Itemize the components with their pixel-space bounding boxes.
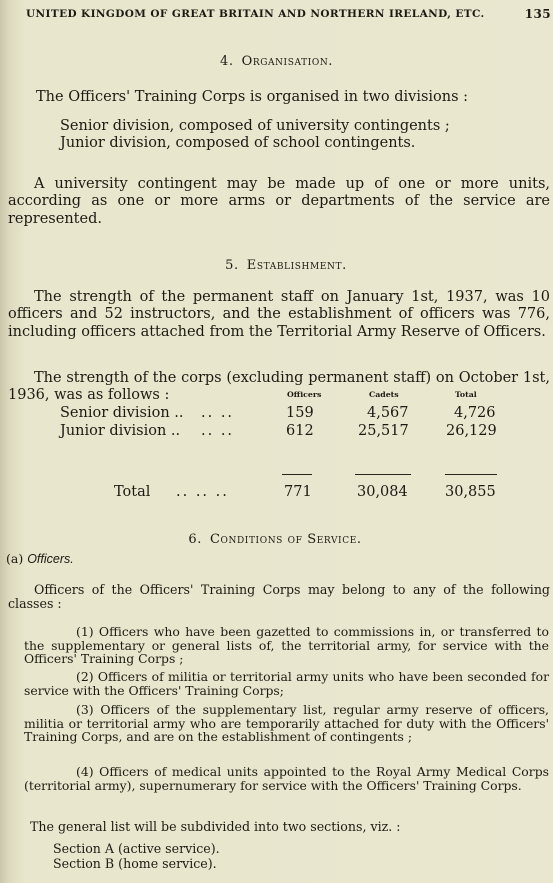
page-number: 135 [524,7,551,21]
class-item-1: (1) Officers who have been gazetted to commissions in, or transferred to the supplementary or general lists of, the territorial army, for service with the Officers' Training Corps ; [24,624,549,667]
section-4-number: 4. [219,54,234,69]
table-row [58,423,518,441]
section-6-intro: Officers of the Officers' Training Corps may belong to any of the following classes : [8,582,550,612]
class-item-2: (2) Officers of militia or territorial army units who have been seconded for service with the Officers' Training Corps; [24,669,549,698]
total-total: 30,855 [445,484,496,500]
division-senior: Senior division, composed of university contingents ; [60,118,450,134]
row-cadets: 25,517 [358,423,409,439]
section-5-paragraph-2: The strength of the corps (excluding permanent staff) on October 1st, 1936, was as follows : [8,370,550,404]
running-header [26,8,551,20]
class-item-4: (4) Officers of medical units appointed to the Royal Army Medical Corps (territorial army), supernumerary for service with the Officers' Training Corps. [24,764,549,793]
section-5-paragraph-1: The strength of the permanent staff on January 1st, 1937, was 10 officers and 52 instructors, and the establishment of officers was 776, including officers attached from the Territorial Army Reserve of Officers. [8,289,550,340]
row-officers: 612 [286,423,314,439]
rule-cadets [355,474,411,475]
row-officers: 159 [286,405,314,421]
general-list-note: The general list will be subdivided into two sections, viz. : [30,819,401,834]
section-4-paragraph: A university contingent may be made up of one or more units, according as one or more arms or departments of the service are represented. [8,176,550,227]
table-total-row [58,484,518,502]
section-a-line: Section A (active service). [53,841,220,856]
row-dots: .. .. [201,423,235,439]
section-4-heading [0,54,553,69]
row-total: 4,726 [454,405,496,421]
section-5-heading [86,258,486,273]
division-junior: Junior division, composed of school contingents. [60,135,416,151]
section-5-title: Establishment. [246,258,347,273]
section-5-number: 5. [225,258,239,273]
rule-total [445,474,497,475]
running-title: UNITED KINGDOM OF GREAT BRITAIN AND NORTHERN IRELAND, ETC. [26,8,485,20]
total-cadets: 30,084 [357,484,408,500]
rule-officers [282,474,312,475]
total-label: Total [114,484,151,500]
class-item-3: (3) Officers of the supplementary list, regular army reserve of officers, militia or territorial army who are temporarily attached for duty with the Officers' Training Corps, and are on the establishment of contingents ; [24,702,549,745]
section-6-title: Conditions of Service. [209,532,362,547]
row-total: 26,129 [446,423,497,439]
row-dots: .. .. [201,405,235,421]
section-4-title: Organisation. [241,54,334,69]
row-label: Senior division .. [60,405,184,421]
subsection-a-label [6,551,74,566]
section-6-heading [60,532,490,547]
subsection-a-marker: (a) [6,551,24,566]
row-label: Junior division .. [60,423,181,439]
col-header-cadets: Cadets [369,390,399,399]
section-b-line: Section B (home service). [53,856,217,871]
col-header-officers: Officers [287,390,322,399]
section-6-number: 6. [188,532,202,547]
row-cadets: 4,567 [367,405,409,421]
subsection-a-title: Officers. [27,552,74,566]
total-dots: .. .. .. [176,484,229,500]
table-row [58,405,518,423]
col-header-total: Total [455,390,477,399]
section-4-intro: The Officers' Training Corps is organised in two divisions : [36,89,469,105]
total-officers: 771 [284,484,312,500]
strength-table [58,387,518,505]
